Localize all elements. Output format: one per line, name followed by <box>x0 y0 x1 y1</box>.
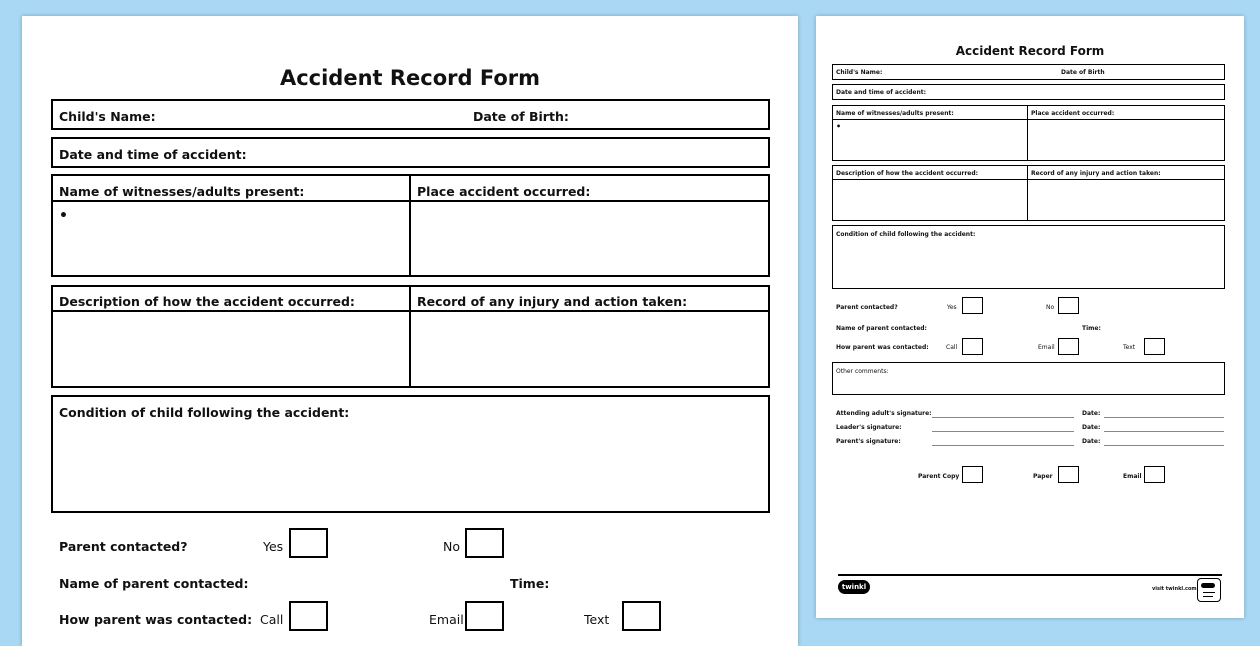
preview-description-label: Description of how the accident occurred: <box>836 170 979 177</box>
preview-yes-checkbox <box>962 297 983 314</box>
description-label: Description of how the accident occurred: <box>59 294 355 309</box>
preview-childs-name-row <box>832 64 1225 80</box>
preview-other-comments-box <box>832 362 1225 395</box>
no-checkbox[interactable] <box>465 528 504 558</box>
preview-place-label: Place accident occurred: <box>1031 110 1115 117</box>
yes-checkbox[interactable] <box>289 528 328 558</box>
table-divider <box>1027 165 1028 221</box>
witnesses-label: Name of witnesses/adults present: <box>59 184 305 199</box>
witnesses-field[interactable] <box>53 202 409 275</box>
preview-attending-sig-label: Attending adult's signature: <box>836 410 932 417</box>
preview-text-checkbox <box>1144 338 1165 355</box>
preview-paper-checkbox <box>1058 466 1079 483</box>
preview-yes-label: Yes <box>947 304 957 311</box>
preview-other-comments-label: Other comments: <box>836 368 889 375</box>
parent-name-label: Name of parent contacted: <box>59 576 249 591</box>
call-checkbox[interactable] <box>289 601 328 631</box>
form-page <box>22 16 798 646</box>
badge-icon <box>1197 578 1221 602</box>
preview-parent-copy-label: Parent Copy <box>918 473 960 480</box>
condition-label: Condition of child following the accident: <box>59 405 350 420</box>
preview-paper-label: Paper <box>1033 473 1053 480</box>
preview-bullet: • <box>836 122 842 131</box>
preview-dob-label: Date of Birth <box>1061 69 1105 76</box>
table-divider <box>832 179 1225 180</box>
parent-contacted-label: Parent contacted? <box>59 539 188 554</box>
email-checkbox[interactable] <box>465 601 504 631</box>
how-contacted-label: How parent was contacted: <box>59 612 253 627</box>
preview-call-checkbox <box>962 338 983 355</box>
preview-parent-sig-label: Parent's signature: <box>836 438 901 445</box>
witness-bullet: • <box>59 208 68 224</box>
twinkl-logo: twinkl <box>838 580 870 594</box>
preview-date-label: Date: <box>1082 438 1101 445</box>
preview-parent-contacted-label: Parent contacted? <box>836 304 898 311</box>
preview-witnesses-label: Name of witnesses/adults present: <box>836 110 954 117</box>
preview-no-label: No <box>1046 304 1055 311</box>
date-line <box>1104 445 1224 446</box>
preview-email-checkbox <box>1058 338 1079 355</box>
childs-name-label: Child's Name: <box>59 109 156 124</box>
childs-name-row[interactable] <box>51 99 770 130</box>
description-field[interactable] <box>53 312 409 386</box>
table-divider <box>832 119 1225 120</box>
preview-email-copy-label: Email <box>1123 473 1142 480</box>
preview-url: visit twinkl.com <box>1152 586 1197 592</box>
preview-how-contacted-label: How parent was contacted: <box>836 344 929 351</box>
preview-injury-label: Record of any injury and action taken: <box>1031 170 1161 177</box>
signature-line <box>932 445 1074 446</box>
place-label: Place accident occurred: <box>417 184 591 199</box>
preview-date-label: Date: <box>1082 410 1101 417</box>
preview-childs-name-label: Child's Name: <box>836 69 883 76</box>
page-title: Accident Record Form <box>279 66 541 90</box>
preview-parent-name-label: Name of parent contacted: <box>836 325 927 332</box>
preview-condition-label: Condition of child following the accident: <box>836 231 976 238</box>
footer-divider <box>838 574 1222 576</box>
preview-title: Accident Record Form <box>955 44 1105 58</box>
call-label: Call <box>260 612 284 627</box>
injury-label: Record of any injury and action taken: <box>417 294 688 309</box>
date-of-birth-label: Date of Birth: <box>473 109 569 124</box>
preview-no-checkbox <box>1058 297 1079 314</box>
preview-email-label: Email <box>1038 344 1055 351</box>
preview-parent-copy-checkbox <box>962 466 983 483</box>
date-time-label: Date and time of accident: <box>59 147 247 162</box>
preview-email-copy-checkbox <box>1144 466 1165 483</box>
date-line <box>1104 431 1224 432</box>
preview-call-label: Call <box>946 344 958 351</box>
signature-line <box>932 431 1074 432</box>
email-label: Email <box>429 612 464 627</box>
preview-time-label: Time: <box>1082 325 1101 332</box>
no-label: No <box>443 539 460 554</box>
place-field[interactable] <box>411 202 768 275</box>
time-label: Time: <box>510 576 550 591</box>
injury-field[interactable] <box>411 312 768 386</box>
preview-date-label: Date: <box>1082 424 1101 431</box>
signature-line <box>932 417 1074 418</box>
preview-text-label: Text <box>1123 344 1136 351</box>
preview-date-time-label: Date and time of accident: <box>836 89 927 96</box>
text-checkbox[interactable] <box>622 601 661 631</box>
yes-label: Yes <box>263 539 284 554</box>
table-divider <box>1027 105 1028 161</box>
text-label: Text <box>584 612 610 627</box>
form-preview-page <box>816 16 1244 618</box>
preview-leader-sig-label: Leader's signature: <box>836 424 902 431</box>
date-line <box>1104 417 1224 418</box>
